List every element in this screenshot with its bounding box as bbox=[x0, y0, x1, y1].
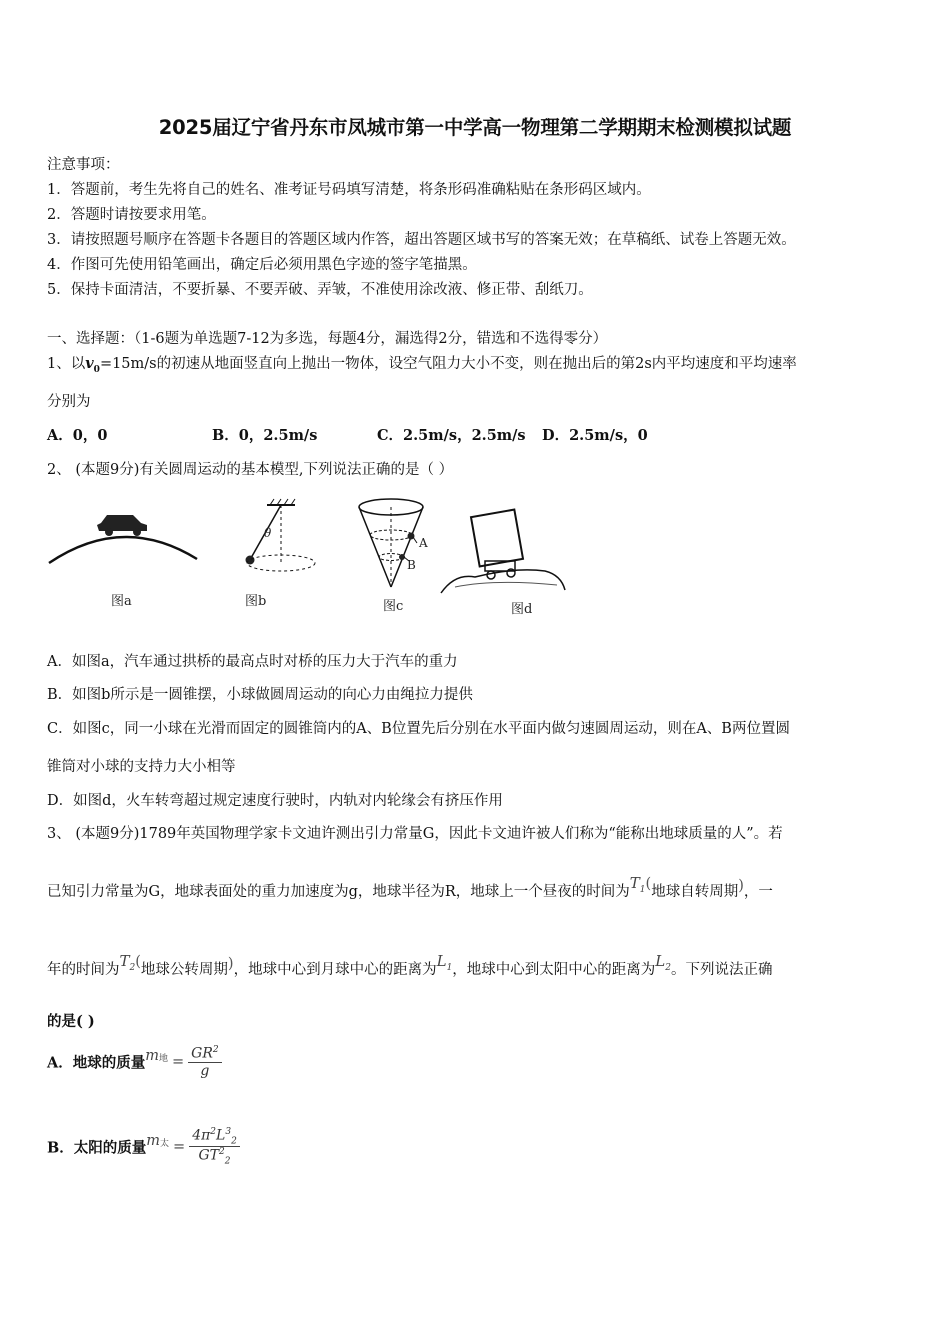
figure-c-cone bbox=[359, 499, 428, 614]
q2-option-a: A．如图a，汽车通过拱桥的最高点时对桥的压力大于汽车的重力 bbox=[47, 654, 458, 670]
section-heading: 一、选择题：（1-6题为单选题7-12为多选，每题4分，漏选得2分，错选和不选得零分） bbox=[47, 331, 608, 347]
notice-heading: 注意事项： bbox=[47, 157, 120, 173]
q1-option-c: C．2.5m/s，2.5m/s bbox=[377, 427, 526, 444]
theta-label: θ bbox=[264, 526, 272, 540]
q3-option-b: B．太阳的质量$m_太$ = $\frac{4\pi^2L^3_2}{GT^2_2}$ bbox=[47, 1127, 240, 1167]
notice-item: 5．保持卡面清洁，不要折暴、不要弄破、弄皱，不准使用涂改液、修正带、刮纸刀。 bbox=[47, 282, 593, 298]
figure-c-label: 图c bbox=[383, 599, 404, 614]
page-title: 2025届辽宁省丹东市凤城市第一中学高一物理第二学期期末检测模拟试题 bbox=[158, 116, 792, 139]
notice-item: 1．答题前，考生先将自己的姓名、准考证号码填写清楚，将条形码准确粘贴在条形码区域内。 bbox=[47, 182, 651, 198]
q1-option-a: A．0，0 bbox=[47, 427, 108, 444]
point-b-label: B bbox=[407, 558, 416, 572]
figure-a-car-on-bridge bbox=[49, 515, 197, 609]
q3-option-a: A．地球的质量$m_地$ = $\frac{GR^2}{g}$ bbox=[47, 1045, 222, 1079]
point-a-label: A bbox=[419, 536, 428, 550]
figure-b-label: 图b bbox=[245, 594, 267, 609]
q2-option-c: C．如图c，同一小球在光滑而固定的圆锥筒内的A、B位置先后分别在水平面内做匀速圆周运动，则在A、B两位置圆 bbox=[47, 721, 790, 737]
notice-item: 4．作图可先使用铅笔画出，确定后必须用黑色字迹的签字笔描黑。 bbox=[47, 257, 477, 273]
notice-item: 2．答题时请按要求用笔。 bbox=[47, 207, 216, 223]
figure-d-train-turn bbox=[441, 510, 565, 617]
question-3-stem-line2: 已知引力常量为G，地球表面处的重力加速度为g，地球半径为R，地球上一个昼夜的时间为$T_1$(地球自转周期)，一 bbox=[47, 874, 773, 900]
q2-option-b: B．如图b所示是一圆锥摆，小球做圆周运动的向心力由绳拉力提供 bbox=[47, 687, 473, 703]
question-3-stem-line4: 的是( ) bbox=[47, 1013, 95, 1030]
q1-option-b: B．0，2.5m/s bbox=[212, 427, 318, 444]
q1-option-d: D．2.5m/s，0 bbox=[542, 427, 648, 444]
q2-option-c-cont: 锥筒对小球的支持力大小相等 bbox=[47, 759, 236, 775]
circular-motion-figures bbox=[45, 495, 575, 625]
figure-a-label: 图a bbox=[111, 594, 132, 609]
notice-item: 3．请按照题号顺序在答题卡各题目的答题区域内作答，超出答题区域书写的答案无效；在草稿纸、试卷上答题无效。 bbox=[47, 232, 796, 248]
figure-b-conical-pendulum bbox=[245, 499, 315, 609]
question-3-stem-line3: 年的时间为$T_2$(地球公转周期)，地球中心到月球中心的距离为$L_1$，地球中心到太阳中心的距离为$L_2$。下列说法正确 bbox=[47, 952, 773, 978]
question-3-stem: 3、 (本题9分)1789年英国物理学家卡文迪许测出引力常量G，因此卡文迪许被人们称为“能称出地球质量的人”。若 bbox=[47, 826, 783, 842]
question-1-stem-cont: 分别为 bbox=[47, 394, 91, 410]
sun-mass-formula: $\frac{4\pi^2L^3_2}{GT^2_2}$ bbox=[189, 1127, 240, 1167]
earth-mass-formula: $\frac{GR^2}{g}$ bbox=[188, 1045, 221, 1079]
question-2-stem: 2、 (本题9分)有关圆周运动的基本模型,下列说法正确的是（ ） bbox=[47, 462, 454, 478]
question-1-stem: 1、以$v_0=15m/s$的初速从地面竖直向上抛出一物体，设空气阻力大小不变，则在抛出后的第2s内平均速度和平均速率 bbox=[47, 355, 797, 375]
q2-option-d: D．如图d，火车转弯超过规定速度行驶时，内轨对内轮缘会有挤压作用 bbox=[47, 793, 503, 809]
figure-d-label: 图d bbox=[511, 602, 533, 617]
